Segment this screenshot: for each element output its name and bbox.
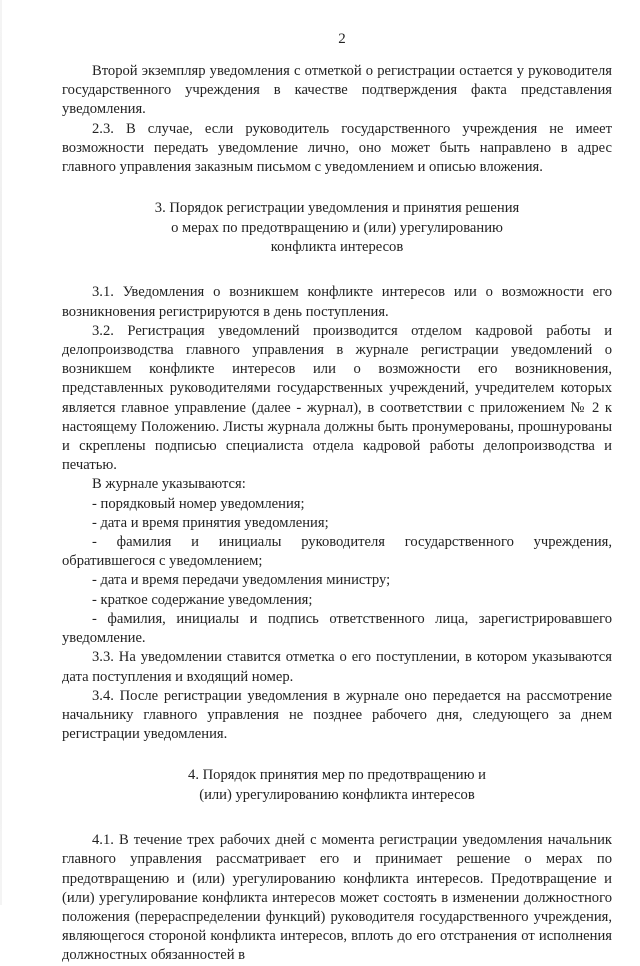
section-title-line: (или) урегулированию конфликта интересов: [199, 786, 475, 803]
page-number: 2: [338, 31, 346, 47]
journal-field-item: - дата и время принятия уведомления;: [92, 514, 329, 531]
section-3-title: [62, 199, 612, 257]
paragraph-3-3: 3.3. На уведомлении ставится отметка о его поступлении, в котором указываются дата поступления и входящий номер.: [62, 649, 612, 685]
paragraph-3-2: 3.2. Регистрация уведомлений производится отделом кадровой работы и делопроизводства главного управления в журнале регистрации уведомлений о возникшем конфликте интересов или о возможности его возникновения, представленных руководителями государственных учреждений, учредителем которых является главное управление (далее - журнал), в соответствии с приложением № 2 к настоящему Положению. Листы журнала должны быть пронумерованы, прошнурованы и скреплены подписью специалиста отдела кадровой работы делопроизводства и печатью.: [62, 322, 612, 474]
section-title-line: о мерах по предотвращению и (или) урегулированию: [171, 219, 503, 236]
journal-field-item: - краткое содержание уведомления;: [92, 591, 313, 608]
journal-field-item: - фамилия и инициалы руководителя государственного учреждения, обратившегося с уведомлением;: [62, 534, 612, 570]
section-title-line: 4. Порядок принятия мер по предотвращению и: [188, 767, 486, 784]
paragraph-copy-retained: Второй экземпляр уведомления с отметкой о регистрации остается у руководителя государственного учреждения в качестве подтверждения факта представления уведомления.: [62, 63, 612, 118]
paragraph-3-1: 3.1. Уведомления о возникшем конфликте интересов или о возможности его возникновения регистрируются в день поступления.: [62, 284, 612, 320]
journal-field-item: - фамилия, инициалы и подпись ответственного лица, зарегистрировавшего уведомление.: [62, 610, 612, 647]
section-title-line: 3. Порядок регистрации уведомления и принятия решения: [154, 200, 520, 217]
journal-field-item: - дата и время передачи уведомления министру;: [92, 572, 391, 589]
section-title-line: конфликта интересов: [270, 239, 404, 256]
journal-fields-intro: В журнале указываются:: [92, 476, 246, 493]
spacer: [62, 177, 612, 199]
paragraph-4-1: 4.1. В течение трех рабочих дней с момента регистрации уведомления начальник главного управления рассматривает его и принимает решение о мерах по предотвращению и (или) урегулированию конфликта интересов. Предотвращение и (или) урегулирование конфликта интересов может состоять в изменении должностного положения (перераспределении функций) руководителя государственного учреждения, являющегося стороной конфликта интересов, вплоть до его отстранения от исполнения должностных обязанностей в: [62, 832, 612, 964]
spacer: [62, 805, 612, 831]
spacer: [62, 744, 612, 766]
paragraph-3-4: 3.4. После регистрации уведомления в журнале оно передается на рассмотрение начальнику главного управления не позднее рабочего дня, следующего за днем регистрации уведомления.: [62, 687, 612, 743]
section-4-title: [62, 766, 612, 805]
paragraph-2-3: 2.3. В случае, если руководитель государственного учреждения не имеет возможности передать уведомление лично, оно может быть направлено в адрес главного управления заказным письмом с уведомлением и описью вложения.: [62, 120, 612, 176]
spacer: [62, 257, 612, 283]
journal-field-item: - порядковый номер уведомления;: [92, 495, 305, 512]
